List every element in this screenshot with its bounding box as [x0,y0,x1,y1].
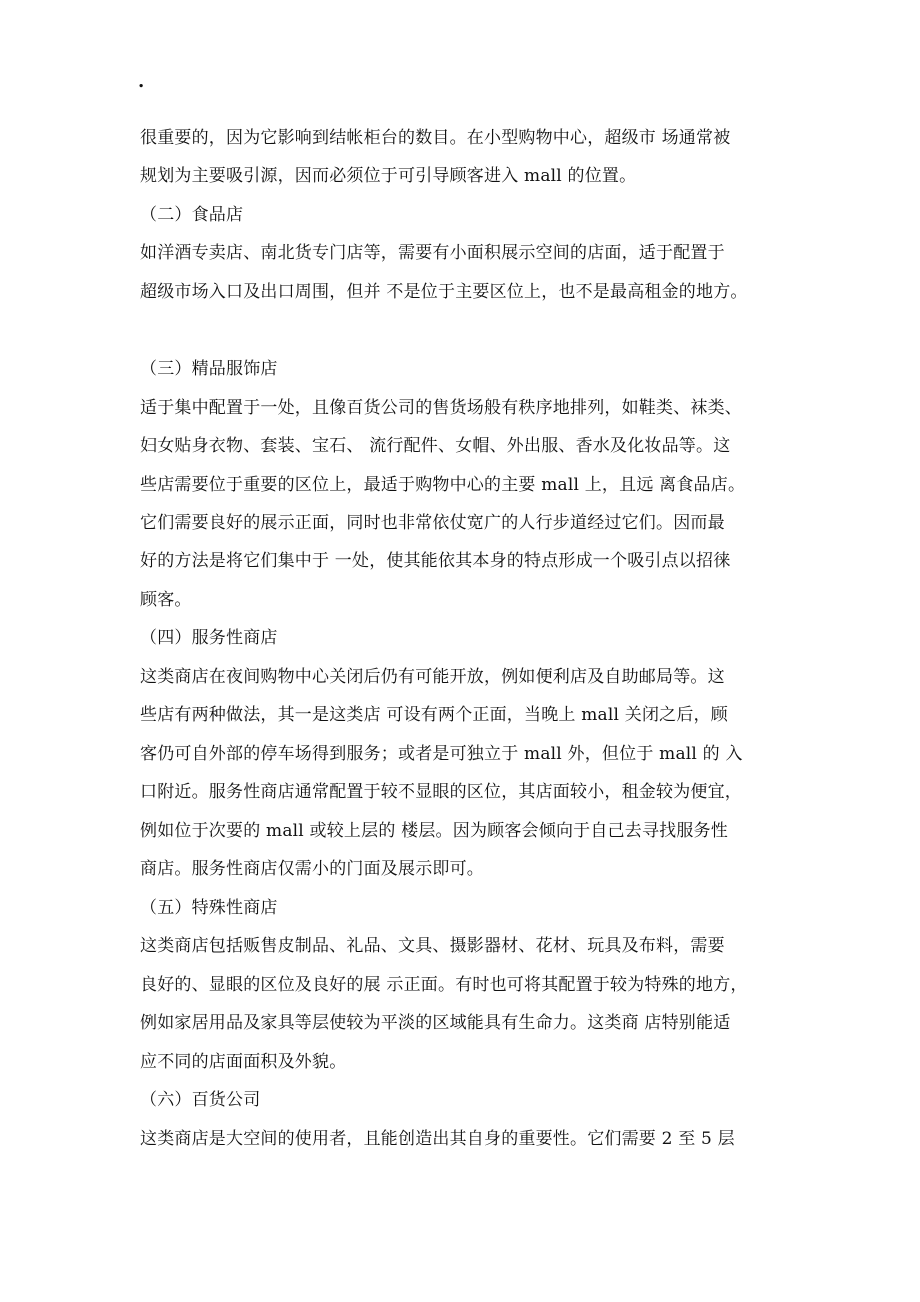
text-line: 这类商店在夜间购物中心关闭后仍有可能开放，例如便利店及自助邮局等。这 [140,667,725,687]
text-line: 这类商店包括贩售皮制品、礼品、文具、摄影器材、花材、玩具及布料，需要 [140,936,725,956]
text-line: 口附近。服务性商店通常配置于较不显眼的区位，其店面较小，租金较为便宜， [140,782,742,802]
section-heading-department-store: （六）百货公司 [140,1090,261,1110]
page-marker: . [138,71,145,92]
text-line: 些店需要位于重要的区位上，最适于购物中心的主要 mall 上，且远 离食品店。 [140,475,746,495]
section-heading-specialty-store: （五）特殊性商店 [140,898,278,918]
section-heading-food-store: （二）食品店 [140,205,244,225]
text-line: 超级市场入口及出口周围，但并 不是位于主要区位上，也不是最高租金的地方。 [140,282,748,302]
section-heading-service-store: （四）服务性商店 [140,628,278,648]
text-line: 良好的、显眼的区位及良好的展 示正面。有时也可将其配置于较为特殊的地方， [140,975,748,995]
text-line: 很重要的，因为它影响到结帐柜台的数目。在小型购物中心，超级市 场通常被 [140,128,731,148]
section-heading-boutique: （三）精品服饰店 [140,359,278,379]
text-line: 例如位于次要的 mall 或较上层的 楼层。因为顾客会倾向于自己去寻找服务性 [140,821,728,841]
text-line: 规划为主要吸引源，因而必须位于可引导顾客进入 mall 的位置。 [140,166,637,186]
text-line: 它们需要良好的展示正面，同时也非常依仗宽广的人行步道经过它们。因而最 [140,513,725,533]
text-line: 顾客。 [140,590,192,610]
text-line: 客仍可自外部的停车场得到服务；或者是可独立于 mall 外，但位于 mall 的 入 [140,744,743,764]
text-line: 这类商店是大空间的使用者，且能创造出其自身的重要性。它们需要 2 至 5 层 [140,1129,735,1149]
text-line: 应不同的店面面积及外貌。 [140,1052,347,1072]
text-line: 适于集中配置于一处，且像百货公司的售货场般有秩序地排列，如鞋类、袜类、 [140,398,742,418]
text-line: 好的方法是将它们集中于 一处，使其能依其本身的特点形成一个吸引点以招徕 [140,551,731,571]
text-line: 商店。服务性商店仅需小的门面及展示即可。 [140,859,484,879]
text-line: 些店有两种做法，其一是这类店 可设有两个正面，当晚上 mall 关闭之后，顾 [140,705,728,725]
text-line: 例如家居用品及家具等层使较为平淡的区域能具有生命力。这类商 店特别能适 [140,1013,731,1033]
text-line: 妇女贴身衣物、套装、宝石、 流行配件、女帽、外出服、香水及化妆品等。这 [140,436,731,456]
text-line: 如洋酒专卖店、南北货专门店等，需要有小面积展示空间的店面，适于配置于 [140,243,725,263]
